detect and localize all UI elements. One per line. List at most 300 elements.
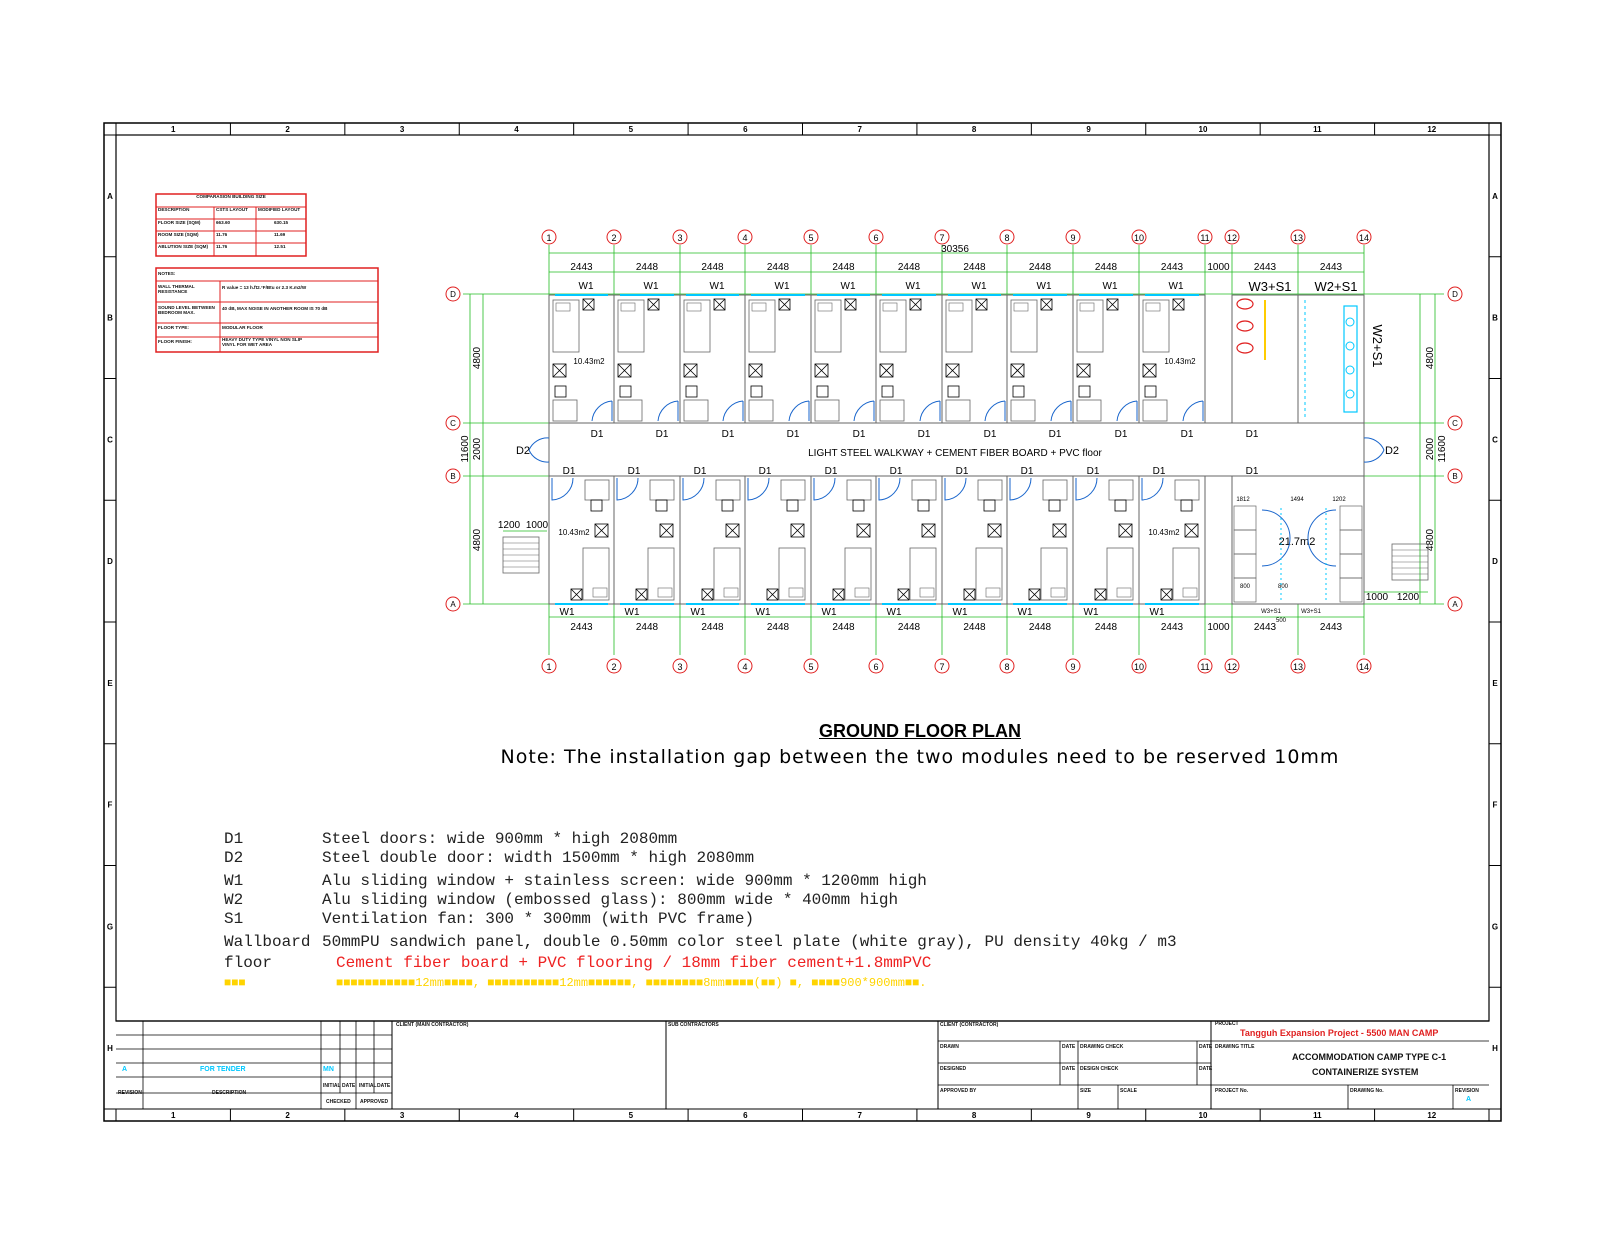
bed — [714, 548, 740, 600]
legend-code: ■■■ — [224, 976, 246, 990]
pillow — [1146, 303, 1160, 311]
axis-bubble-label: 5 — [808, 233, 814, 243]
bedroom-lower — [1073, 476, 1139, 604]
basin-icon — [1346, 342, 1354, 350]
door-label: D1 — [1245, 466, 1259, 477]
axis-bubble-label: D — [450, 290, 456, 299]
grid-row-label: G — [106, 922, 114, 932]
cubicle — [1340, 578, 1362, 602]
drawing-no-label: DRAWING No. — [1350, 1088, 1384, 1094]
door-swing — [985, 401, 1005, 421]
drawing-title-label: DRAWING TITLE — [1215, 1044, 1255, 1050]
grid-column-label: 11 — [1313, 1111, 1322, 1120]
pillow — [687, 303, 701, 311]
project-name: Tangguh Expansion Project - 5500 MAN CAMP — [1240, 1028, 1439, 1038]
pillow — [1183, 588, 1197, 597]
bedroom-upper — [680, 295, 745, 423]
dimension-text: 11600 — [460, 435, 471, 463]
door-swing — [879, 478, 900, 500]
door-label: D1 — [955, 466, 969, 477]
dimension-text: 2448 — [832, 622, 855, 633]
chair — [656, 500, 667, 511]
dimension-text: 2448 — [635, 622, 659, 633]
project-no-label: PROJECT No. — [1215, 1088, 1249, 1094]
ablution-window-label: W2+S1 — [1370, 324, 1385, 368]
pillow — [883, 303, 897, 311]
grid-row-label: E — [1492, 678, 1498, 688]
axis-bubble-label: 14 — [1358, 662, 1370, 672]
comparison-cell: ROOM SIZE (SQM) — [158, 232, 199, 237]
grid-column-label: 3 — [399, 125, 405, 134]
window-label: W1 — [709, 281, 725, 292]
bedroom-lower — [1007, 476, 1073, 604]
bedroom-upper — [614, 295, 680, 423]
grid-row-label: F — [107, 800, 113, 810]
bed — [618, 300, 644, 352]
desk — [650, 480, 674, 500]
grid-column-label: 3 — [399, 1111, 405, 1120]
ablution-dimension: 1202 — [1332, 497, 1346, 503]
basin-icon — [1346, 390, 1354, 398]
chair — [1049, 500, 1060, 511]
grid-column-label: 12 — [1427, 1111, 1437, 1120]
legend-code: S1 — [224, 910, 244, 928]
dimension-text: 1200 — [497, 520, 521, 531]
basin-icon — [1346, 366, 1354, 374]
ablution-window-label: W3+S1 — [1248, 279, 1292, 294]
chair — [1181, 500, 1192, 511]
dimension-text: 2448 — [832, 262, 855, 273]
grid-column-label: 11 — [1313, 125, 1322, 134]
approved-label: APPROVED — [360, 1099, 389, 1105]
notes-value: R value = 13 h.ft2.°F/Btu or 2.3 K.m2/W — [222, 285, 307, 290]
bed — [749, 300, 775, 352]
axis-bubble-label: B — [1452, 472, 1458, 481]
ablution-dimension: 1812 — [1236, 497, 1250, 503]
pillow — [789, 588, 803, 597]
cubicle — [1234, 506, 1256, 530]
door-swing — [814, 478, 835, 500]
bed — [553, 300, 579, 352]
ablution-dimension: 1494 — [1290, 497, 1304, 503]
grid-row-label: A — [107, 191, 113, 201]
window-label: W1 — [624, 607, 640, 618]
grid-column-label: 5 — [628, 1111, 634, 1120]
chair — [1079, 386, 1090, 397]
door-label: D1 — [889, 466, 903, 477]
door-swing — [1142, 478, 1163, 500]
axis-bubble-label: 9 — [1070, 662, 1076, 672]
revision-block-label: REVISION — [1455, 1088, 1479, 1094]
ablution-area-label: 21.7m2 — [1278, 536, 1316, 548]
drawn-label: DRAWN — [940, 1044, 959, 1050]
grid-row-label: D — [1492, 557, 1498, 567]
double-door — [529, 438, 549, 462]
door-label: D1 — [627, 466, 641, 477]
window-label: W1 — [1083, 607, 1099, 618]
bed — [779, 548, 805, 600]
desk — [1011, 400, 1035, 421]
bedroom-lower — [680, 476, 745, 604]
grid-column-label: 12 — [1427, 125, 1437, 134]
door-swing — [945, 478, 966, 500]
dimension-text: 1200 — [1396, 592, 1420, 603]
bed — [910, 548, 936, 600]
grid-row-label: F — [1492, 800, 1498, 810]
axis-bubble-label: 4 — [742, 233, 748, 243]
bedroom-lower — [811, 476, 876, 604]
grid-row-label: A — [1492, 191, 1498, 201]
desk — [716, 480, 740, 500]
door-swing — [854, 401, 874, 421]
comparison-header-0: DESCRIPTION — [158, 207, 190, 212]
dimension-text: 2448 — [701, 262, 724, 273]
grid-column-label: 9 — [1086, 125, 1091, 134]
door-swing — [552, 478, 573, 500]
dimension-text: 4800 — [1425, 528, 1436, 552]
grid-column-label: 7 — [857, 1111, 862, 1120]
cubicle — [1234, 554, 1256, 578]
chair — [555, 386, 566, 397]
pillow — [920, 588, 934, 597]
grid-row-label: H — [1492, 1044, 1498, 1054]
dimension-text: 1000 — [1207, 262, 1230, 273]
chair — [882, 386, 893, 397]
design-check-label: DESIGN CHECK — [1080, 1066, 1119, 1072]
chair — [787, 500, 798, 511]
dimension-text: 2448 — [897, 262, 921, 273]
date-label: DATE — [1199, 1044, 1213, 1050]
grid-row-label: H — [107, 1044, 113, 1054]
revision-block-value: A — [1466, 1096, 1472, 1103]
door-swing — [789, 401, 809, 421]
comparison-cell: 11.76 — [216, 244, 228, 249]
axis-bubble-label: 7 — [939, 662, 945, 672]
door-swing — [1010, 478, 1031, 500]
cubicle — [1340, 554, 1362, 578]
window-label: W1 — [643, 281, 659, 292]
desk — [1143, 400, 1167, 421]
pillow — [556, 303, 570, 311]
room-area-label: 10.43m2 — [1148, 528, 1180, 537]
revision-code: A — [122, 1066, 128, 1073]
drawing-title-line-1: ACCOMMODATION CAMP TYPE C-1 — [1292, 1052, 1447, 1062]
legend — [224, 830, 1224, 1000]
window-label: W1 — [1168, 281, 1184, 292]
approved-by-label: APPROVED BY — [940, 1088, 977, 1094]
door-swing — [1076, 478, 1097, 500]
grid-column-label: 6 — [743, 1111, 748, 1120]
axis-bubble-label: 12 — [1226, 233, 1238, 243]
grid-column-label: 8 — [971, 1111, 977, 1120]
axis-bubble-label: B — [450, 472, 456, 481]
sub-contractor-label: SUB CONTRACTORS — [668, 1022, 719, 1028]
pillow — [855, 588, 869, 597]
door-swing — [658, 401, 678, 421]
notes-label: FLOOR TYPE: — [158, 325, 189, 330]
bedroom-lower — [942, 476, 1007, 604]
cubicle — [1340, 506, 1362, 530]
overall-dimension: 30356 — [941, 244, 969, 255]
window-label: W1 — [821, 607, 837, 618]
door-label: D1 — [1180, 429, 1194, 440]
dimension-text: 2448 — [1094, 622, 1118, 633]
notes-label: FLOOR FINISH: — [158, 339, 192, 344]
door-swing — [748, 478, 769, 500]
chair — [620, 386, 631, 397]
comparison-cell: 663.60 — [216, 220, 231, 225]
door-label: D1 — [1114, 429, 1128, 440]
axis-bubble-label: 1 — [546, 662, 552, 672]
dimension-text: 2443 — [570, 622, 593, 633]
scale-label: SCALE — [1120, 1088, 1137, 1094]
door-label: D1 — [655, 429, 669, 440]
axis-bubble-label: 5 — [808, 662, 814, 672]
door-label: D1 — [824, 466, 838, 477]
door-label: D1 — [852, 429, 866, 440]
grid-column-label: 8 — [971, 125, 977, 134]
door-swing — [723, 401, 743, 421]
checked-label: CHECKED — [326, 1099, 351, 1105]
axis-bubble-label: 11 — [1200, 662, 1210, 672]
revision-by: MN — [323, 1066, 334, 1073]
bedroom-lower — [614, 476, 680, 604]
dimension-text: 2448 — [1094, 262, 1118, 273]
comparison-header-2: MODIFIED LAYOUT — [258, 207, 301, 212]
comparison-cell: 12.51 — [274, 244, 286, 249]
bedroom-lower — [745, 476, 811, 604]
dimension-text: 2448 — [635, 262, 659, 273]
dimension-text: 2443 — [1319, 622, 1343, 633]
dimension-text: 2448 — [766, 262, 790, 273]
comparison-cell: 11.76 — [216, 232, 228, 237]
door-label: D1 — [721, 429, 735, 440]
double-door-label: D2 — [1384, 445, 1400, 457]
bedroom-upper — [1073, 295, 1139, 423]
pillow — [621, 303, 635, 311]
door-label: D1 — [693, 466, 707, 477]
designed-label: DESIGNED — [940, 1066, 967, 1072]
revision-column-label: REVISION — [118, 1090, 142, 1096]
dimension-text: 2448 — [963, 262, 986, 273]
window-label: W1 — [774, 281, 790, 292]
desk — [1109, 480, 1133, 500]
dimension-text: 2448 — [701, 622, 724, 633]
bed — [684, 300, 710, 352]
pillow — [1051, 588, 1065, 597]
grid-column-label: 10 — [1198, 125, 1208, 134]
axis-bubble-label: 10 — [1133, 233, 1145, 243]
sign-label: INITIAL — [323, 1083, 341, 1089]
axis-bubble-label: 8 — [1004, 233, 1010, 243]
axis-bubble-label: D — [1452, 290, 1458, 299]
bed — [976, 548, 1002, 600]
chair — [1145, 386, 1156, 397]
grid-row-label: C — [107, 435, 113, 445]
drawing-check-label: DRAWING CHECK — [1080, 1044, 1124, 1050]
grid-column-label: 2 — [285, 125, 290, 134]
bedroom-upper — [942, 295, 1007, 423]
ablution-window-label: W3+S1 — [1261, 609, 1281, 615]
dimension-text: 2000 — [1425, 437, 1436, 461]
door-swing — [617, 478, 638, 500]
comparison-cell: FLOOR SIZE (SQM) — [158, 220, 201, 225]
notes-label: WALL THERMAL RESISTANCE — [158, 284, 195, 294]
legend-desc: Cement fiber board + PVC flooring / 18mm fiber cement+1.8mmPVC — [336, 954, 932, 972]
ablution-window-label: W3+S1 — [1301, 609, 1321, 615]
dimension-text: 2443 — [1253, 262, 1277, 273]
date-label: DATE — [1199, 1066, 1213, 1072]
grid-column-label: 10 — [1198, 1111, 1208, 1120]
desk — [880, 400, 904, 421]
plan-title: GROUND FLOOR PLAN — [819, 721, 1021, 741]
axis-bubble-label: 3 — [677, 233, 683, 243]
sign-label: INITIAL — [359, 1083, 377, 1089]
grid-row-label: D — [107, 557, 113, 567]
room-area-label: 10.43m2 — [573, 357, 605, 366]
door-label: D1 — [590, 429, 604, 440]
legend-code: D1 — [224, 830, 244, 848]
door-label: D1 — [1086, 466, 1100, 477]
dimension-text: 2443 — [1160, 622, 1184, 633]
client-contractor-label: CLIENT (CONTRACTOR) — [940, 1022, 999, 1028]
bedroom-lower — [1139, 476, 1205, 604]
dimension-text: 2448 — [963, 622, 986, 633]
door-swing — [592, 401, 612, 421]
cubicle — [1234, 578, 1256, 602]
desk — [553, 400, 577, 421]
chair — [722, 500, 733, 511]
toilet-icon — [1237, 321, 1253, 331]
plan-note: Note: The installation gap between the two modules need to be reserved 10mm — [500, 746, 1340, 768]
dimension-text: 1000 — [525, 520, 549, 531]
desk — [618, 400, 642, 421]
window-label: W1 — [971, 281, 987, 292]
bed — [648, 548, 674, 600]
door-swing — [920, 401, 940, 421]
grid-column-label: 1 — [170, 1111, 176, 1120]
axis-bubble-label: 4 — [742, 662, 748, 672]
chair — [591, 500, 602, 511]
dimension-text: 11600 — [1437, 435, 1448, 463]
door-label: D1 — [983, 429, 997, 440]
pillow — [752, 303, 766, 311]
notes-label: SOUND LEVEL BETWEEN BEDROOM MAX. — [158, 305, 215, 315]
sign-label: DATE — [342, 1083, 356, 1089]
axis-bubble-label: 13 — [1292, 662, 1304, 672]
bedroom-upper — [811, 295, 876, 423]
notes-title: NOTES: — [158, 271, 176, 276]
bedroom-upper — [745, 295, 811, 423]
axis-bubble-label: 12 — [1226, 662, 1238, 672]
notes-table — [156, 270, 378, 352]
grid-column-label: 7 — [857, 125, 862, 134]
axis-bubble-label: 3 — [677, 662, 683, 672]
window-label: W1 — [1149, 607, 1165, 618]
legend-code: D2 — [224, 849, 244, 867]
chair — [1013, 386, 1024, 397]
ablution-dimension: 800 — [1277, 584, 1289, 590]
comparison-table-title: COMPARASION BUILDING SIZE — [196, 194, 266, 199]
dimension-text: 2448 — [766, 622, 790, 633]
dimension-text: 2443 — [1319, 262, 1343, 273]
dimension-text: 2443 — [1160, 262, 1184, 273]
desk — [1043, 480, 1067, 500]
bed — [1011, 300, 1037, 352]
bed — [1173, 548, 1199, 600]
desk — [781, 480, 805, 500]
grid-column-label: 5 — [628, 125, 634, 134]
grid-column-label: 6 — [743, 125, 748, 134]
grid-row-label: B — [107, 313, 113, 323]
legend-code: Wallboard — [224, 933, 311, 951]
desk — [749, 400, 773, 421]
grid-column-label: 1 — [170, 125, 176, 134]
notes-value: 40 dB, MAX NOISE IN ANOTHER ROOM IS 70 dB — [222, 306, 328, 311]
grid-row-label: E — [107, 678, 113, 688]
pillow — [593, 588, 607, 597]
bed — [845, 548, 871, 600]
grid-column-label: 4 — [514, 1111, 519, 1120]
grid-column-label: 4 — [514, 125, 519, 134]
door-label: D1 — [917, 429, 931, 440]
basin-icon — [1346, 318, 1354, 326]
bedroom-lower — [549, 476, 614, 604]
bed — [880, 300, 906, 352]
door-label: D1 — [786, 429, 800, 440]
date-label: DATE — [1062, 1066, 1076, 1072]
toilet-icon — [1237, 343, 1253, 353]
axis-bubble-label: C — [450, 419, 456, 428]
legend-code: W2 — [224, 891, 244, 909]
door-swing — [1183, 401, 1203, 421]
dimension-text: 4800 — [472, 528, 483, 552]
sign-label: DATE — [377, 1083, 391, 1089]
door-label: D1 — [1245, 429, 1259, 440]
dimension-text: 2443 — [570, 262, 593, 273]
dimension-text: 2448 — [1028, 622, 1052, 633]
door-label: D1 — [1020, 466, 1034, 477]
grid-row-label: C — [1492, 435, 1498, 445]
desk — [978, 480, 1002, 500]
axis-bubble-label: 10 — [1133, 662, 1145, 672]
pillow — [949, 303, 963, 311]
walkway-label: LIGHT STEEL WALKWAY + CEMENT FIBER BOARD + PVC floor — [808, 448, 1102, 459]
desk — [585, 480, 609, 500]
legend-desc: Steel doors: wide 900mm * high 2080mm — [322, 830, 678, 848]
pillow — [986, 588, 1000, 597]
window-label: W1 — [755, 607, 771, 618]
axis-bubble-label: 2 — [611, 662, 617, 672]
window-label: W1 — [559, 607, 575, 618]
door-label: D1 — [1048, 429, 1062, 440]
double-door — [1364, 438, 1384, 462]
bed — [815, 300, 841, 352]
drawing-title-line-2: CONTAINERIZE SYSTEM — [1312, 1067, 1419, 1077]
ablution-dimension: 500 — [1275, 618, 1287, 624]
dimension-text: 2000 — [472, 437, 483, 461]
toilet-icon — [1237, 299, 1253, 309]
grid-row-label: G — [1491, 922, 1499, 932]
legend-code: W1 — [224, 872, 244, 890]
cubicle — [1234, 530, 1256, 554]
legend-desc: ■■■■■■■■■■■12mm■■■■, ■■■■■■■■■■12mm■■■■■■, ■■■■■■■■8mm■■■■(■■) ■, ■■■■900*900mm■■. — [336, 976, 927, 990]
desk — [912, 480, 936, 500]
room-area-label: 10.43m2 — [1164, 357, 1196, 366]
desk — [815, 400, 839, 421]
comparison-cell: ABLUTION SIZE (SQM) — [158, 244, 209, 249]
desk — [1077, 400, 1101, 421]
